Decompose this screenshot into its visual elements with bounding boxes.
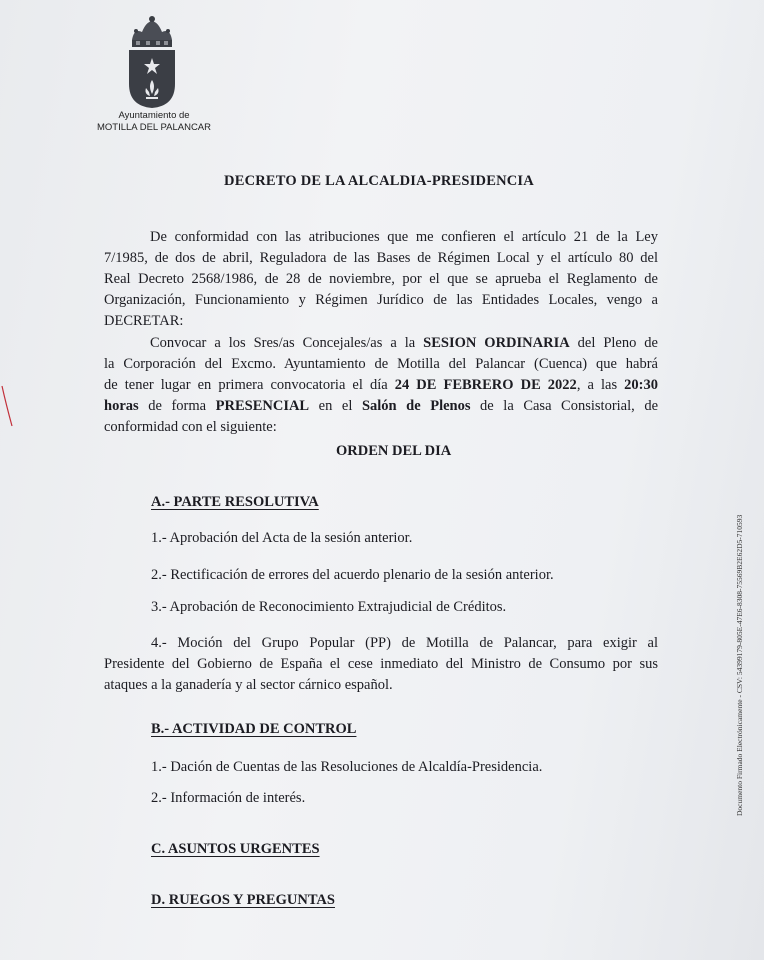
agenda-item-a4: [104, 633, 658, 696]
intro-line-1: De conformidad con las atribuciones que me confieren el artículo 21 de la Ley: [150, 229, 658, 245]
agenda-item-a4-line-2: Presidente del Gobierno de España el cese inmediato del Ministro de Consumo por sus: [104, 656, 658, 672]
hours-label: horas: [104, 398, 139, 414]
text-segment: Convocar a los Sres/as Concejales/as a la: [150, 335, 424, 351]
convocation-paragraph: [104, 333, 658, 438]
section-a-heading: A.- PARTE RESOLUTIVA: [151, 494, 319, 510]
convocation-line-2: la Corporación del Excmo. Ayuntamiento de Motilla del Palancar (Cuenca) que habrá: [104, 356, 658, 372]
section-d-heading: D. RUEGOS Y PREGUNTAS: [151, 892, 335, 908]
session-type: SESION ORDINARIA: [423, 335, 570, 351]
intro-line-2: 7/1985, de dos de abril, Reguladora de las Bases de Régimen Local y el artículo 80 del: [104, 250, 658, 266]
agenda-item-a1: 1.- Aprobación del Acta de la sesión anterior.: [151, 530, 413, 546]
text-segment: en el: [309, 398, 362, 414]
title-text: DECRETO DE LA ALCALDIA-PRESIDENCIA: [224, 173, 534, 189]
section-c-heading: C. ASUNTOS URGENTES: [151, 841, 320, 857]
municipal-coat-of-arms-icon: [124, 14, 180, 112]
session-date: 24 DE FEBRERO DE 2022: [394, 377, 577, 393]
text-segment: , a las: [576, 377, 625, 393]
agenda-item-a3: 3.- Aprobación de Reconocimiento Extrajudicial de Créditos.: [151, 599, 507, 615]
convocation-line-3: [104, 375, 658, 396]
agenda-item-b2: 2.- Información de interés.: [151, 790, 306, 806]
intro-paragraph: [104, 227, 658, 332]
page-title: [0, 173, 764, 190]
text-segment: de forma: [138, 398, 216, 414]
pen-mark-icon: [0, 384, 14, 428]
org-name-line1: Ayuntamiento de: [118, 110, 190, 121]
agenda-item-a2: 2.- Rectificación de errores del acuerdo plenario de la sesión anterior.: [151, 567, 554, 583]
session-venue: Salón de Plenos: [361, 398, 471, 414]
agenda-item-a4-line-1: 4.- Moción del Grupo Popular (PP) de Motilla de Palancar, para exigir al: [151, 635, 658, 651]
section-b-heading: B.- ACTIVIDAD DE CONTROL: [151, 721, 357, 737]
text-segment: de tener lugar en primera convocatoria el día: [104, 377, 395, 393]
org-name-line2: MOTILLA DEL PALANCAR: [96, 122, 212, 133]
convocation-line-4: [104, 396, 658, 417]
intro-line-5: DECRETAR:: [104, 313, 184, 329]
agenda-item-b1: 1.- Dación de Cuentas de las Resoluciones de Alcaldía-Presidencia.: [151, 759, 543, 775]
intro-line-4: Organización, Funcionamiento y Régimen Jurídico de las Entidades Locales, vengo a: [104, 292, 658, 308]
agenda-heading: ORDEN DEL DIA: [336, 443, 452, 459]
text-segment: de la Casa Consistorial, de: [470, 398, 659, 414]
convocation-line-5: conformidad con el siguiente:: [104, 419, 277, 435]
text-segment: del Pleno de: [569, 335, 658, 351]
convocation-line-1: [104, 333, 658, 354]
agenda-item-a4-line-3: ataques a la ganadería y al sector cárnico español.: [104, 677, 393, 693]
intro-line-3: Real Decreto 2568/1986, de 28 de noviembre, por el que se aprueba el Reglamento de: [104, 271, 658, 287]
session-time: 20:30: [624, 377, 658, 393]
session-mode: PRESENCIAL: [215, 398, 310, 414]
electronic-signature-note: Documento Firmado Electrónicamente - CSV: 54399179-805E-47E6-8308-75569B2E62D5-710593: [735, 514, 744, 816]
